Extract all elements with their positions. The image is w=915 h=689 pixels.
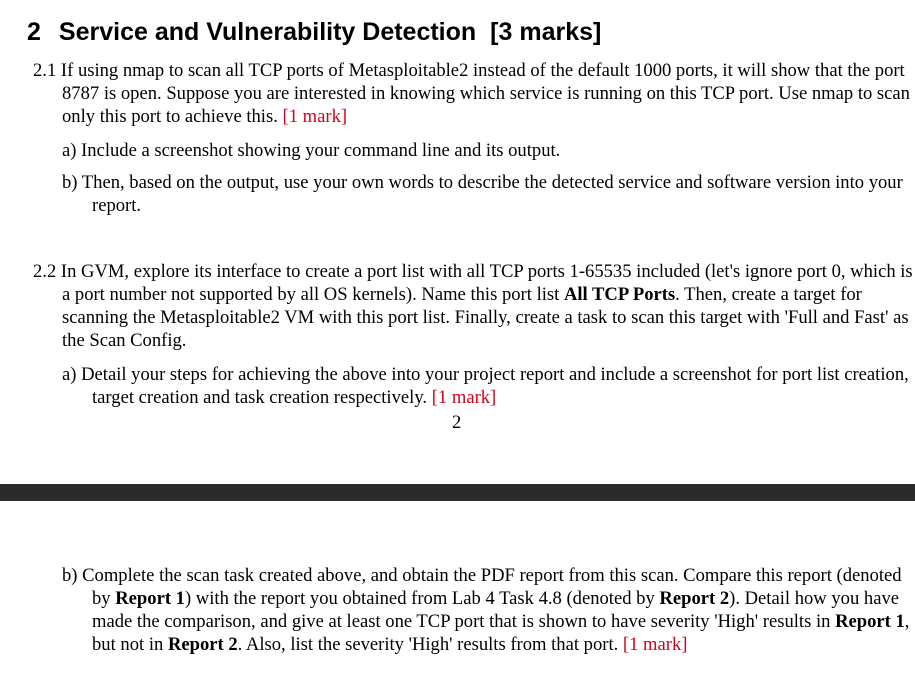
question-text: a) Include a screenshot showing your command line and its output.	[62, 140, 561, 161]
page-number: 2	[452, 412, 462, 433]
section-title: Service and Vulnerability Detection	[58, 18, 477, 46]
section-heading	[27, 16, 601, 48]
question-text: ) with the report you obtained from Lab 4 Task 4.8 (denoted by	[184, 588, 660, 609]
question-2-1-a	[62, 139, 915, 162]
question-2-2-b	[62, 564, 915, 656]
question-text: b) Complete the scan task created above, and obtain the PDF report from this scan. Compare this report (denoted by	[62, 565, 902, 609]
report-1-label: Report 1	[115, 588, 185, 609]
question-text: , but not in	[92, 611, 910, 655]
question-text: In GVM, explore its interface to create a port list with all TCP ports 1-65535 included (let's ignore port 0, which is a port number not supported by all OS kernels). Name this port list	[60, 261, 913, 305]
report-2-label: Report 2	[659, 588, 730, 609]
question-text: a) Detail your steps for achieving the above into your project report and include a screenshot for port list creation, target creation and task creation respectively.	[62, 364, 909, 408]
page-separator	[0, 484, 915, 501]
question-text: . Then, create a target for scanning the Metasploitable2 VM with this port list. Finally, create a task to scan this target with 'Full and Fast' as the Scan Config.	[62, 284, 909, 351]
question-2-1-b	[62, 171, 915, 217]
mark-label: [1 mark]	[431, 387, 497, 408]
section-marks: [3 marks]	[490, 18, 602, 46]
mark-label: [1 mark]	[622, 634, 688, 655]
question-2-1	[33, 59, 915, 128]
question-2-2-a	[62, 363, 915, 409]
report-1-label: Report 1	[835, 611, 905, 632]
section-number: 2	[27, 18, 41, 46]
report-2-label: Report 2	[167, 634, 238, 655]
mark-label: [1 mark]	[282, 106, 348, 127]
question-text: . Also, list the severity 'High' results from that port.	[237, 634, 619, 655]
question-text: ). Detail how you have made the comparison, and give at least one TCP port that is shown to have severity 'High' results in	[92, 588, 900, 632]
question-text: b) Then, based on the output, use your own words to describe the detected service and software version into your report.	[62, 172, 903, 216]
question-text: If using nmap to scan all TCP ports of Metasploitable2 instead of the default 1000 ports, it will show that the port 8787 is open. Suppose you are interested in knowing which service is running on this TCP port. Use nmap to scan only this port to achieve this.	[60, 60, 910, 127]
question-2-2	[33, 260, 915, 352]
port-list-name: All TCP Ports	[563, 284, 676, 305]
question-number: 2.2	[33, 261, 57, 282]
question-number: 2.1	[33, 60, 57, 81]
